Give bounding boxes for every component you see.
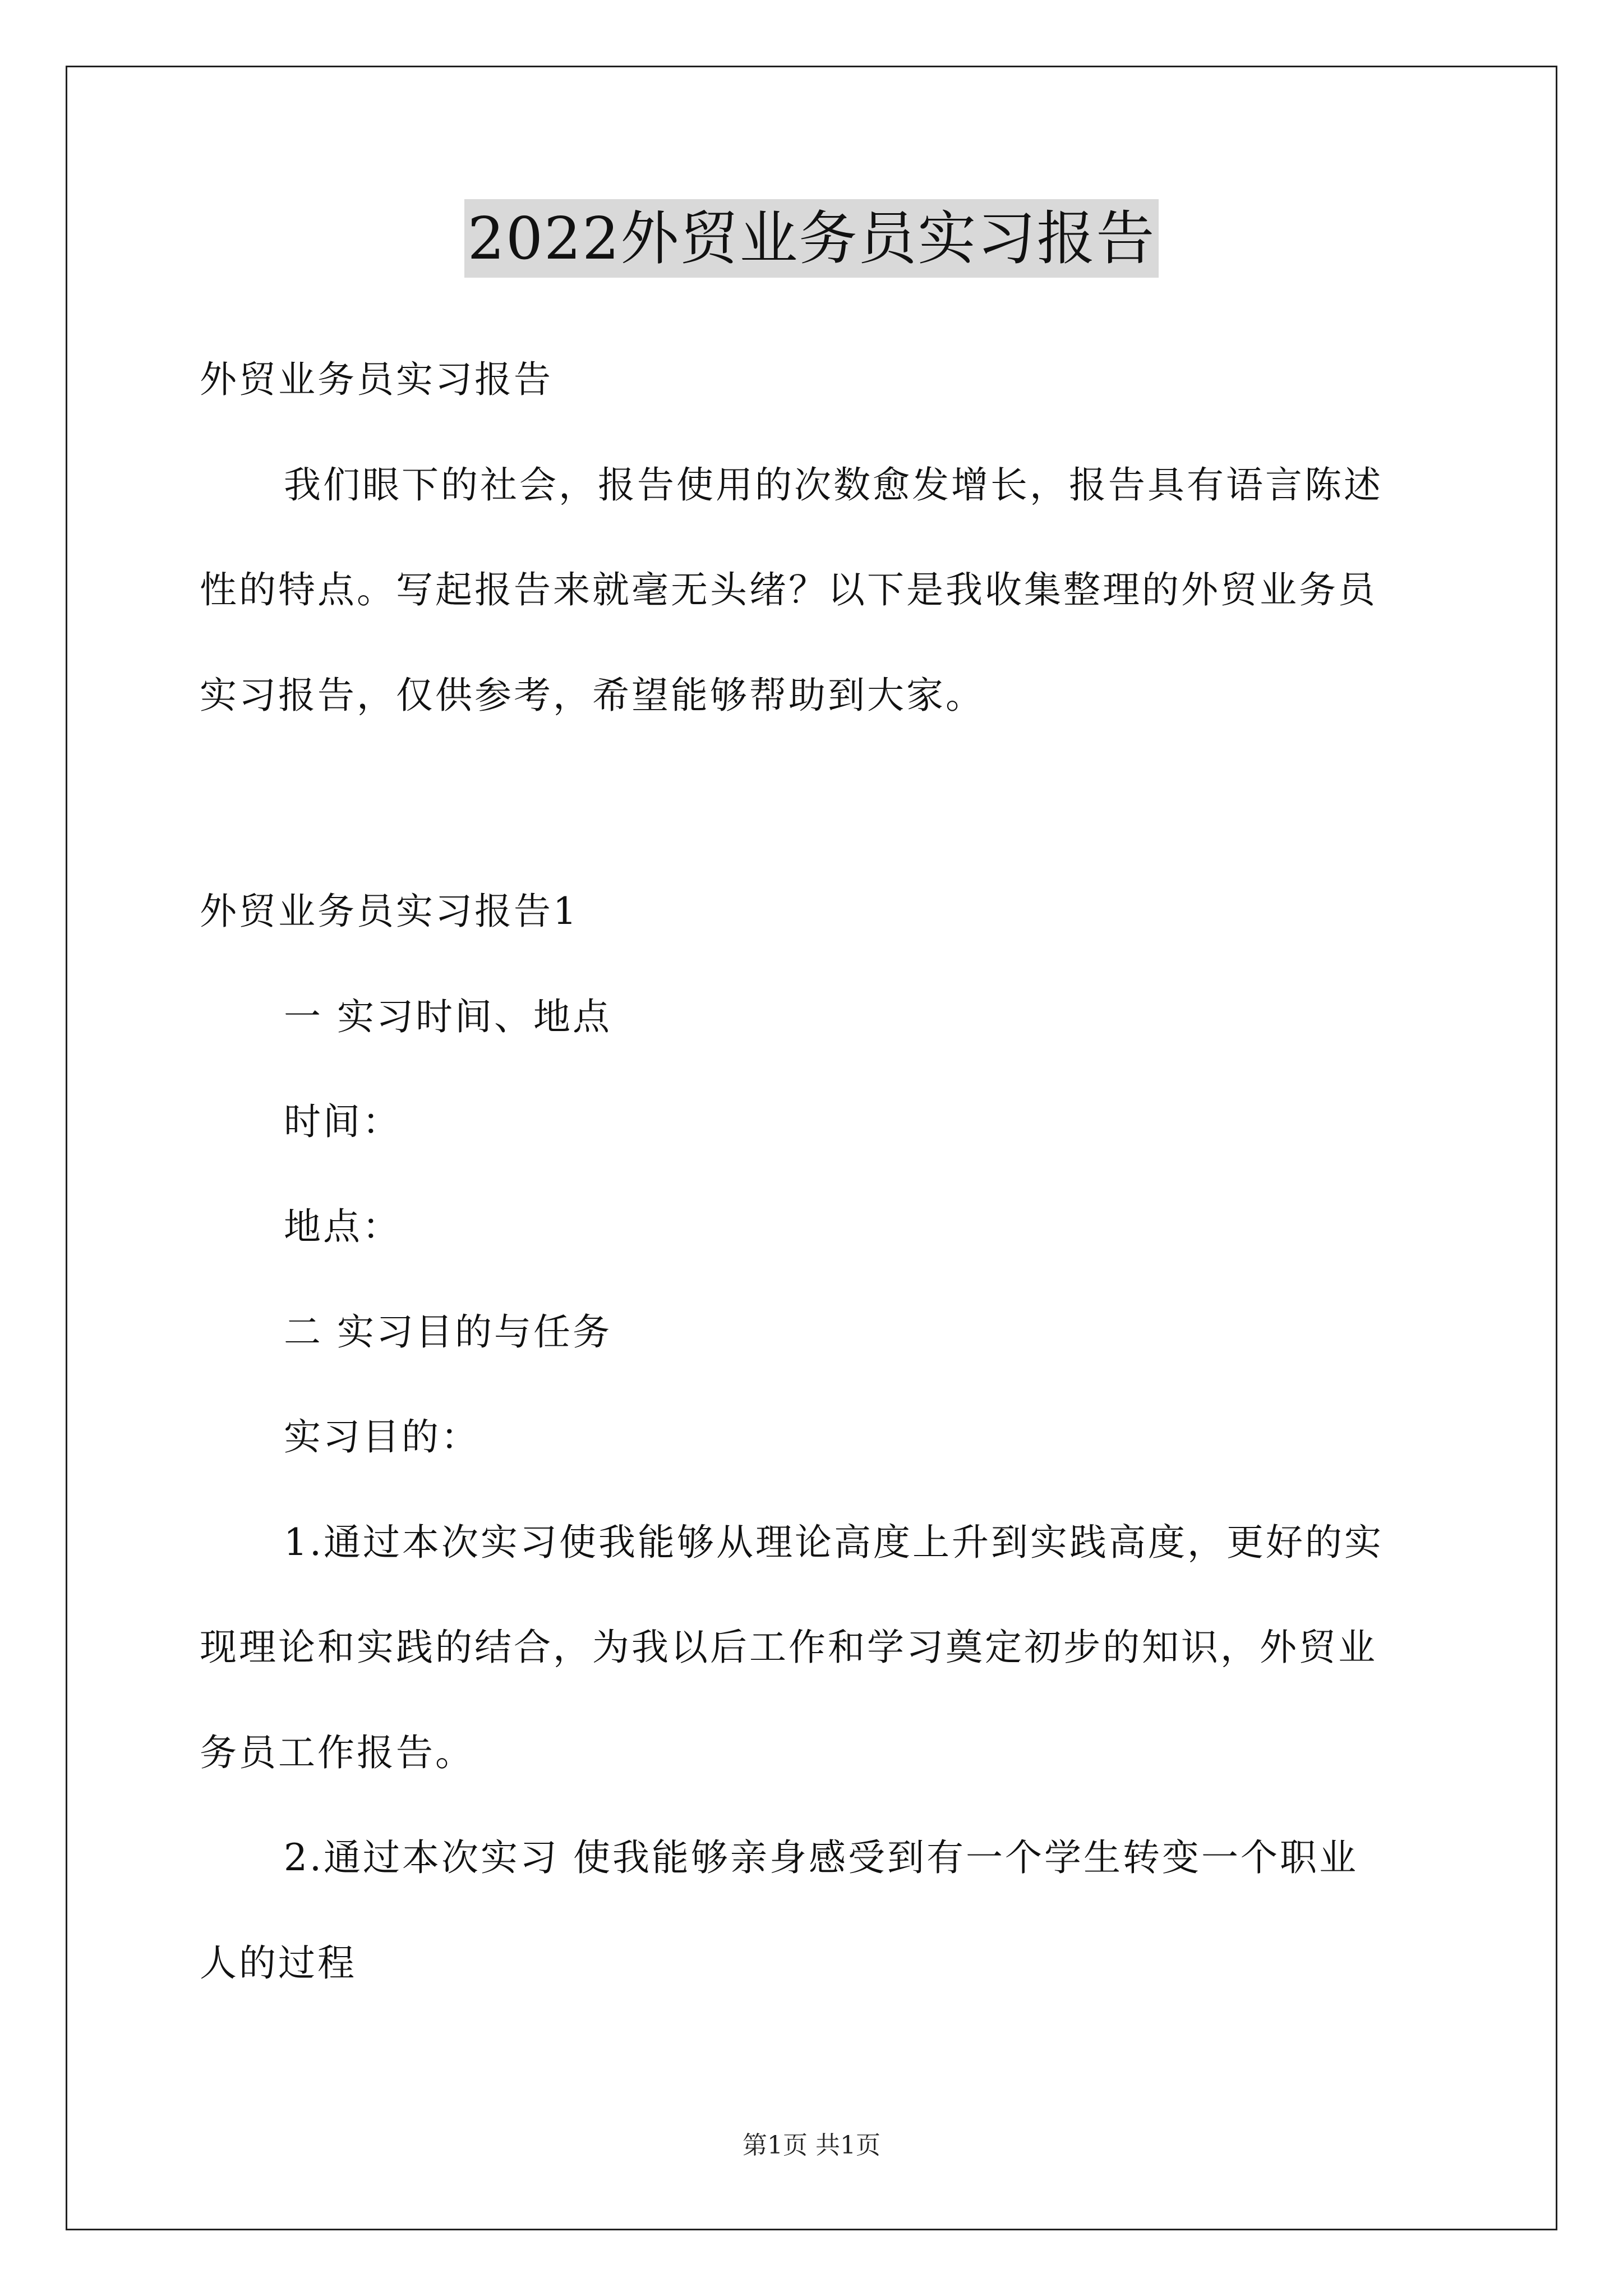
page-footer: 第1页 共1页 (743, 2131, 880, 2160)
point1-line-2: 现理论和实践的结合，为我以后工作和学习奠定初步的知识，外贸业 (200, 1626, 1377, 1669)
document-title: 2022外贸业务员实习报告 (464, 199, 1159, 278)
point1-line-3: 务员工作报告。 (200, 1731, 474, 1774)
purpose-label: 实习目的： (284, 1415, 480, 1458)
intro-line-1: 我们眼下的社会，报告使用的次数愈发增长，报告具有语言陈述 (284, 463, 1383, 507)
time-label: 时间： (284, 1100, 402, 1143)
item-heading-time-place: 一 实习时间、地点 (284, 995, 612, 1038)
place-label: 地点： (284, 1205, 402, 1248)
intro-line-2: 性的特点。写起报告来就毫无头绪？以下是我收集整理的外贸业务员 (200, 568, 1377, 611)
title-wrap (0, 199, 1623, 278)
point2-line-2: 人的过程 (200, 1941, 357, 1985)
item-heading-purpose: 二 实习目的与任务 (284, 1310, 612, 1354)
point2-line-1: 2.通过本次实习 使我能够亲身感受到有一个学生转变一个职业 (284, 1836, 1358, 1879)
point1-line-1: 1.通过本次实习使我能够从理论高度上升到实践高度，更好的实 (284, 1521, 1384, 1564)
section-heading: 外贸业务员实习报告1 (200, 890, 579, 933)
intro-line-3: 实习报告，仅供参考，希望能够帮助到大家。 (200, 674, 985, 717)
subtitle: 外贸业务员实习报告 (200, 358, 553, 401)
